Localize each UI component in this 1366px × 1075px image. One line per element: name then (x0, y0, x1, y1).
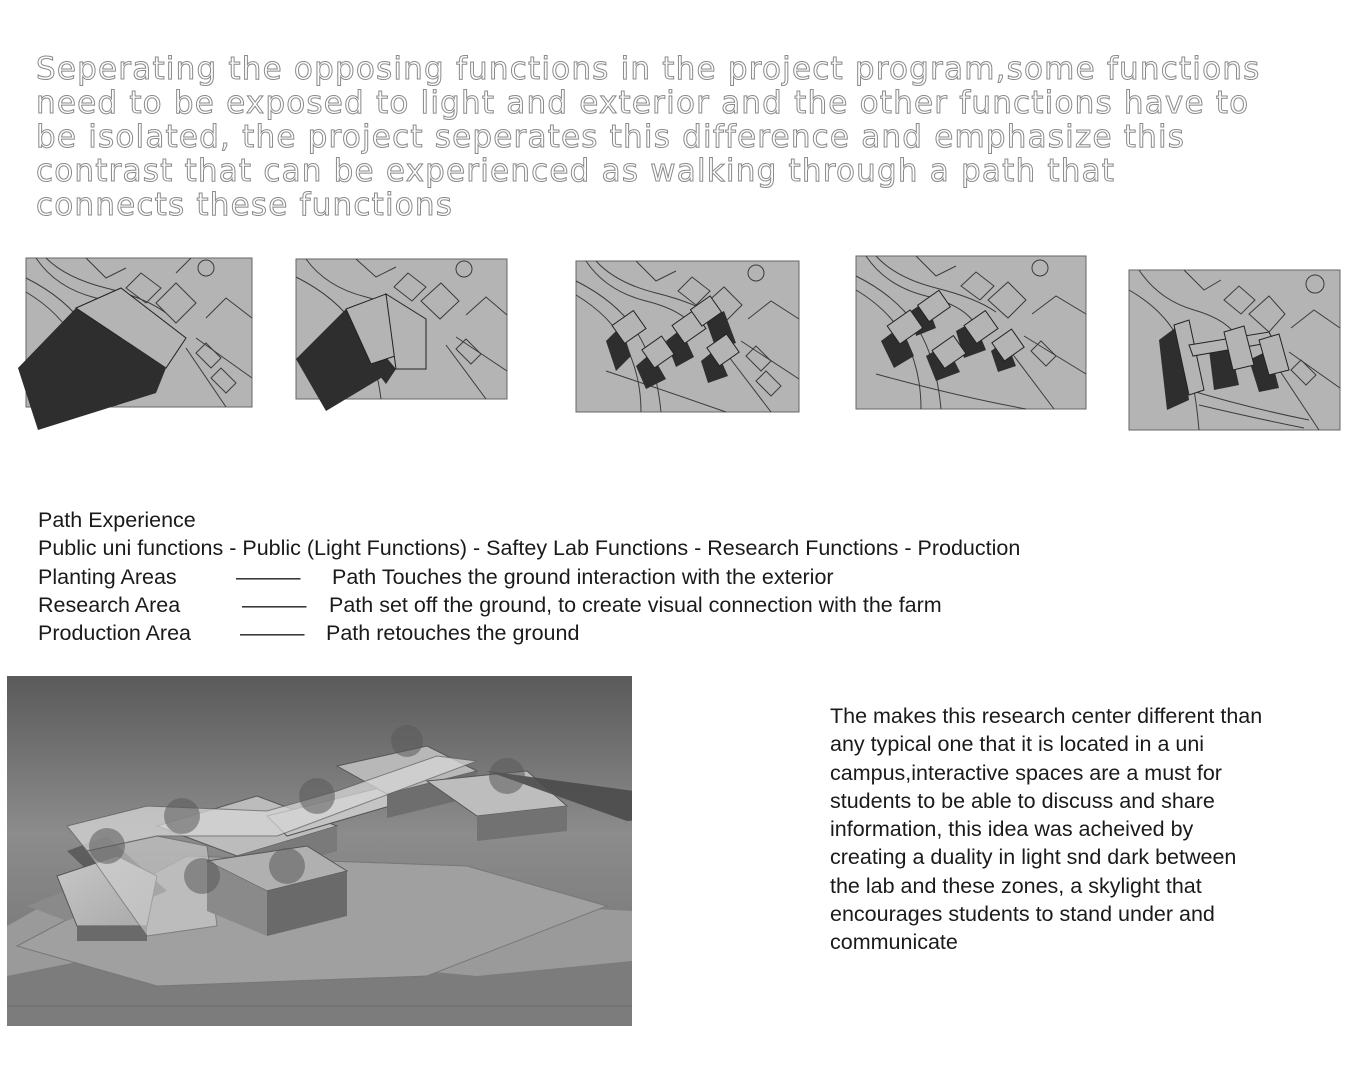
intro-text (36, 52, 1336, 222)
description-line: communicate (830, 930, 958, 955)
intro-line: need to be exposed to light and exterior and the other functions have to (36, 85, 1250, 121)
row-label: Production Area (38, 621, 191, 646)
path-row-research (38, 591, 1020, 619)
description-line: information, this idea was acheived by (830, 817, 1194, 842)
path-title: Path Experience (38, 508, 196, 532)
site-plan-1 (26, 258, 252, 407)
description-line: creating a duality in light snd dark between (830, 845, 1237, 870)
intro-line: Seperating the opposing functions in the project program,some functions (36, 51, 1261, 87)
intro-line: be isolated, the project seperates this difference and emphasize this (36, 119, 1186, 155)
description-line: any typical one that it is located in a uni (830, 732, 1205, 757)
row-label: Research Area (38, 592, 181, 617)
intro-line: connects these functions (36, 187, 454, 223)
row-label: Planting Areas (38, 564, 177, 589)
row-dash: ——— (236, 564, 301, 589)
row-text: Path set off the ground, to create visual connection with the farm (329, 592, 942, 617)
description-line: students to be able to discuss and share (830, 788, 1215, 813)
path-sequence: Public uni functions - Public (Light Functions) - Saftey Lab Functions - Research Functions - Production (38, 536, 1021, 561)
description-line: encourages students to stand under and (830, 902, 1215, 927)
site-plan-5 (1129, 270, 1340, 430)
site-plan-3 (576, 261, 799, 412)
intro-line: contrast that can be experienced as walking through a path that (36, 153, 1116, 189)
description-line: The makes this research center different than (830, 704, 1263, 728)
path-experience (38, 506, 1020, 647)
path-row-planting (38, 563, 1020, 591)
description-line: the lab and these zones, a skylight that (830, 873, 1202, 898)
row-text: Path retouches the ground (326, 621, 580, 646)
description-text (830, 702, 1360, 957)
row-dash: ——— (242, 592, 307, 617)
description-line: campus,interactive spaces are a must for (830, 760, 1222, 785)
row-dash: ——— (240, 621, 305, 646)
building-render (7, 676, 632, 1026)
site-plan-4 (856, 256, 1086, 409)
path-row-production (38, 619, 1020, 647)
site-plan-2 (296, 259, 507, 399)
row-text: Path Touches the ground interaction with the exterior (332, 564, 834, 589)
